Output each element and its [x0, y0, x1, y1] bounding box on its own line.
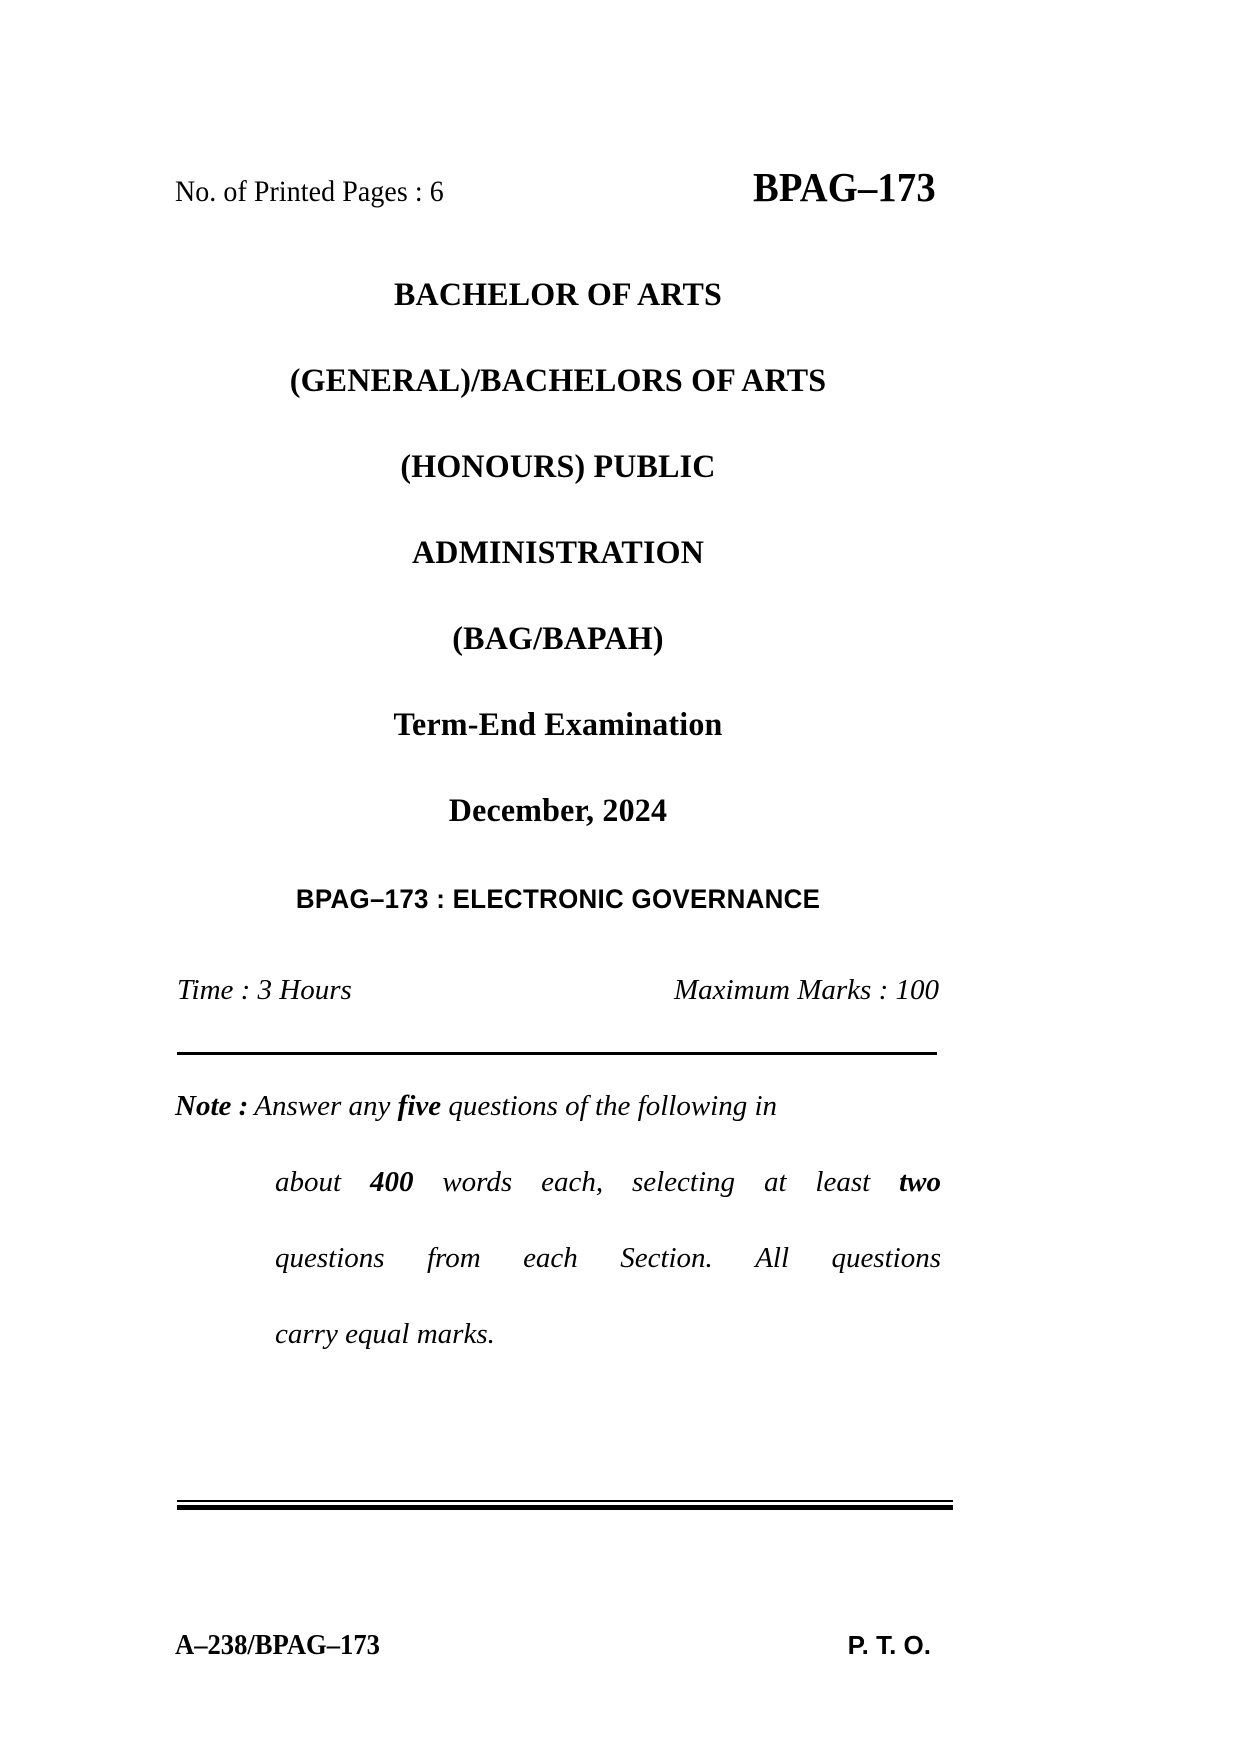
- printed-pages-label: No. of Printed Pages : 6: [175, 175, 444, 208]
- note-word: carry equal marks.: [275, 1318, 495, 1350]
- instructions-note: [175, 1068, 941, 1372]
- note-line-4: [175, 1296, 941, 1372]
- note-line-2-words: [275, 1144, 941, 1220]
- note-word: words: [442, 1166, 513, 1198]
- note-word: questions: [275, 1242, 385, 1274]
- title-line-5: (BAG/BAPAH): [452, 621, 664, 657]
- note-line-1-text: [254, 1068, 777, 1144]
- page-header: [175, 163, 941, 211]
- note-text-b: questions of the following in: [441, 1090, 778, 1122]
- programme-title-block: [175, 252, 941, 854]
- note-bottom-divider: [177, 1500, 953, 1510]
- note-line-2: [175, 1144, 941, 1220]
- title-line-4: ADMINISTRATION: [411, 535, 705, 571]
- note-text-a: Answer any: [254, 1090, 398, 1122]
- note-bold-400: 400: [369, 1166, 414, 1198]
- note-line-4-text: [275, 1296, 941, 1372]
- note-label: Note :: [175, 1090, 249, 1122]
- note-word: about: [275, 1166, 342, 1198]
- page-footer: [175, 1630, 941, 1662]
- footer-paper-serial: A–238/BPAG–173: [175, 1630, 380, 1661]
- title-line-1: BACHELOR OF ARTS: [393, 277, 723, 313]
- note-indent-3: [175, 1220, 275, 1296]
- note-bold-two: two: [899, 1166, 941, 1198]
- footer-pto-label: P. T. O.: [847, 1630, 931, 1660]
- note-word: each: [523, 1242, 578, 1274]
- note-word: at: [763, 1166, 787, 1198]
- note-line-1: [175, 1068, 941, 1144]
- exam-type-line: Term-End Examination: [393, 707, 723, 743]
- note-top-divider: [177, 1052, 937, 1055]
- note-word: Section.: [620, 1242, 713, 1274]
- exam-meta-row: [175, 974, 941, 1007]
- note-word: All: [755, 1242, 790, 1274]
- paper-code-heading: BPAG–173: [752, 164, 936, 210]
- time-allowed: Time : 3 Hours: [177, 974, 352, 1006]
- divider-thick-line: [177, 1505, 953, 1510]
- note-word: each,: [541, 1166, 604, 1198]
- note-word: from: [426, 1242, 481, 1274]
- note-line-3: [175, 1220, 941, 1296]
- note-word: least: [815, 1166, 871, 1198]
- note-indent-4: [175, 1296, 275, 1372]
- maximum-marks: Maximum Marks : 100: [674, 974, 939, 1006]
- note-word: questions: [831, 1242, 941, 1274]
- title-line-2: (GENERAL)/BACHELORS OF ARTS: [289, 363, 827, 399]
- title-line-3: (HONOURS) PUBLIC: [400, 449, 716, 485]
- note-word: selecting: [631, 1166, 736, 1198]
- note-bold-five: five: [397, 1090, 442, 1122]
- note-line-3-words: [275, 1220, 941, 1296]
- note-indent-2: [175, 1144, 275, 1220]
- course-title-line: BPAG–173 : ELECTRONIC GOVERNANCE: [295, 884, 821, 914]
- exam-session-line: December, 2024: [448, 793, 668, 829]
